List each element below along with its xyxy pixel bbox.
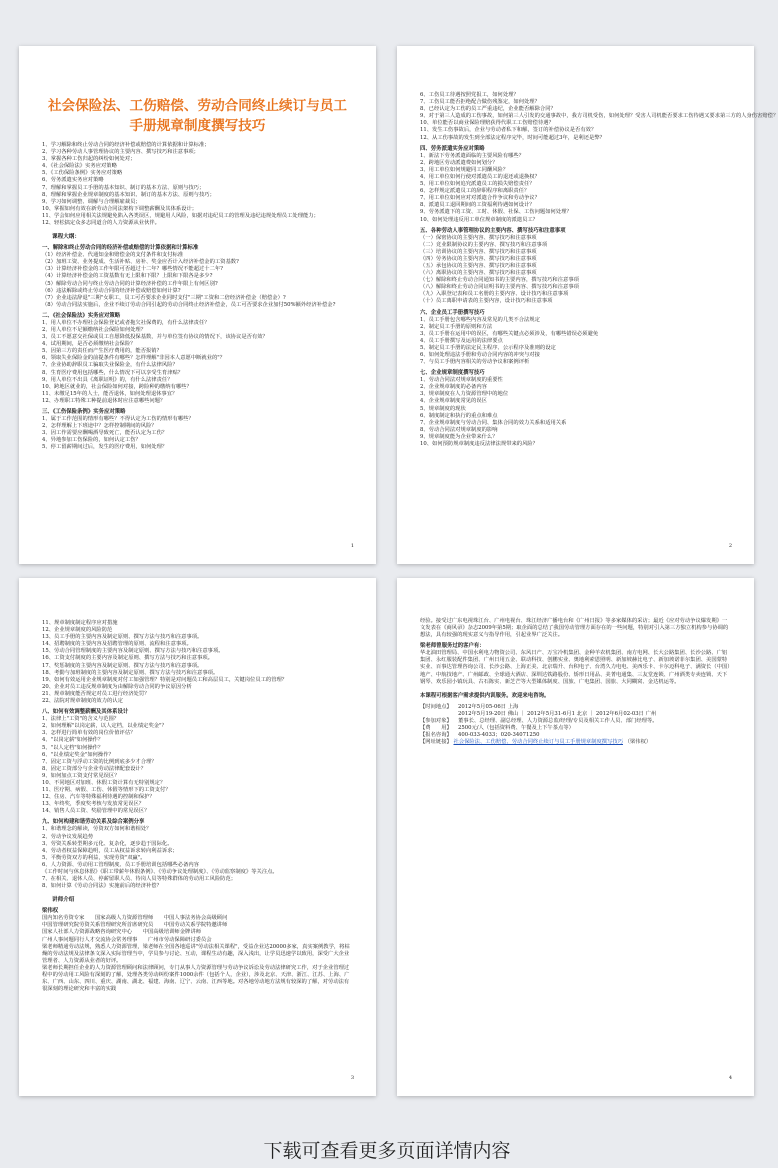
list-item: 3、用工单位如何规避同工同酬风险？ <box>420 166 509 173</box>
info-label: 【参加对象】 <box>420 717 452 724</box>
list-item: 11、发生工伤事故后，企业与劳动者私下和解，签订的补偿协议是否有效？ <box>420 127 597 134</box>
list-item: 10、掌握如何有效在新劳动合同法架构下调整薪酬及其体系设计； <box>42 205 198 212</box>
list-item: 2、怎样理解上下班途中？怎样控制期间的风险？ <box>42 423 157 430</box>
info-row <box>420 711 731 718</box>
section-heading: 八、如何有效调整薪酬及其体系设计 <box>42 709 129 716</box>
section-heading: 九、如何构建和谐劳动关系及综合案例分享 <box>42 819 145 826</box>
list-item: 3、劳资关系转型期多元化、复杂化，逐步趋于国际化。 <box>42 840 173 847</box>
list-item: 6、"以业绩定奖金"如何操作？ <box>42 751 114 758</box>
list-item: 9、学习如何调整、调解与合理解雇裁员； <box>42 198 141 205</box>
list-item: 15、劳动合同管理制度的主要内容及制定原则、撰写方法与技巧和注意事项。 <box>42 648 224 655</box>
list-item: （九）入职登记表和员工名册的主要内容、设计技巧和注意事项 <box>420 291 569 298</box>
list-item: 2、学习各种劳动人事管理协议的主要内容、撰写技巧和注意事项； <box>42 149 199 156</box>
list-item: 1、劳动合同法对规章制度的重要性 <box>420 377 503 384</box>
list-item: （十）员工离职申请表的主要内容，设计技巧和注意事项 <box>420 298 553 305</box>
list-item: 4、异地参加工伤保险的，如何认定工伤？ <box>42 437 141 444</box>
list-item: 6、劳务派遣实务应对策略 <box>42 177 104 184</box>
list-item: 8、已经认定为工伤的员工严重违纪，企业能否解除合同？ <box>420 106 556 113</box>
list-item: 5、《工伤保险条例》实务应对策略 <box>42 170 123 177</box>
info-value: 董事长、总经理、副总经理、人力资源总监/经理/专员及相关工作人员、部门经理等。 <box>458 717 658 724</box>
list-item: 4、"以岗定薪"如何操作？ <box>42 737 104 744</box>
list-item: 4、试用期间，是否必须缴纳社会保险？ <box>42 341 136 348</box>
list-item: 3、规章制度在人力资源管理中的地位 <box>420 391 509 398</box>
list-item: 5、制定员工手册的法定民主程序、公示程序及准则的设定 <box>420 344 556 351</box>
list-item: 5、规章制度的现状 <box>420 405 466 412</box>
list-item: 12、办理职工特殊工种提前退休时应注意哪些问题？ <box>42 397 166 404</box>
list-item: 4、员工手册撰写及运用的法律要点 <box>420 337 503 344</box>
list-item: 国内知名劳资专家 国家高级人力资源管理师 中国人事法务协会高级顾问 <box>42 915 228 922</box>
list-item: 12、企业规章制度的风险防范 <box>42 627 113 634</box>
list-item: 8、派遣员工退回期间的工资福利待遇如何设计？ <box>420 202 535 209</box>
info-value: 2012年5月19-20日 佛山 ｜ 2012年5月31-6月1 北京 ｜ 2012年6月02-03日 广州 <box>458 710 657 717</box>
list-item: 7、理解和掌握员工手册的基本知识、制订的基本方法、原则与技巧； <box>42 184 205 191</box>
list-item: （4）计算经济补偿金的工资基数有无上限和下限？上限和下限各是多少? <box>42 273 213 280</box>
course-info <box>420 704 731 739</box>
link-suffix: （梁伟权） <box>624 739 652 746</box>
list-item: 7、在相关、退休人员、停薪留职人员、待岗人员等特殊群体的劳动用工风险防范； <box>42 876 237 883</box>
list-item: 1、员工手册包含哪些内容及常见的几类不合法规定 <box>420 316 540 323</box>
list-item: 14、招聘制度的主要内容及招聘管理的原则、流程和注意事项。 <box>42 641 192 648</box>
list-item: 11、医疗期、病假、工伤、休假等情形下的工资支付？ <box>42 787 171 794</box>
outline-label: 课程大纲： <box>52 234 80 241</box>
list-item: 8、理解和掌握企业规章制度的基本知识、制订的基本方法、原则与技巧； <box>42 191 215 198</box>
list-item: 2、如何理解"以岗定薪，以人定档，以业绩定奖金"？ <box>42 723 167 730</box>
list-item: 11、规章制度制定程序应对措施 <box>42 620 118 626</box>
info-label: 【时间地点】 <box>420 703 452 710</box>
document-page-3 <box>19 578 376 1096</box>
list-item: （八）解除和终止劳动合同证明书的主要内容、撰写技巧和注意事项 <box>420 284 579 291</box>
list-item: 6、制度制定和执行的重点和难点 <box>420 412 498 419</box>
continued-list <box>420 92 778 142</box>
list-item: 7、工伤员工能否拒绝配合做伤残鉴定，如何处理？ <box>420 99 540 106</box>
list-item: 4、劳动者权益保障趋明，员工从权益诉求转向利益诉求； <box>42 847 178 854</box>
list-item: 4、企业规章制度常见的误区 <box>420 398 487 405</box>
inhouse-notice: 本课程可根据客户需求提供内训服务。欢迎来电咨询。 <box>420 692 550 699</box>
list-item: （1）经济补偿金、代通知金和赔偿金的支付条件和支付标准 <box>42 252 184 259</box>
list-item: 5、平衡劳资双方的利益，实现劳资"双赢"。 <box>42 854 146 861</box>
info-value: 400-033-4033；020-34071250 <box>458 732 540 739</box>
list-item: 10、不同地区对加班、休假工资计算有无特别规定？ <box>42 779 166 786</box>
info-value: 2012年5月05-06日 上海 <box>458 703 519 710</box>
list-item: 12、从工伤事故的发生到全部法定程序完毕，时间可能超过3年，是利还是弊？ <box>420 134 605 141</box>
list-item: 广州人事问题同行人才交流协会常务理事 广州市劳动保障研讨委员会 <box>42 936 212 943</box>
list-item: 1、和谐理念的解读，劳资双方如何和谐相处？ <box>42 826 152 833</box>
list-item: （2）加班工资、业务提成、生活补贴、房补、奖金应否计入经济补偿金的工资基数? <box>42 259 239 266</box>
page-number: 3 <box>350 1075 354 1081</box>
list-item: 7、与员工手册内容相关的劳动争议和案例评析 <box>420 359 530 366</box>
list-item: 4、《社会保险法》实务应对策略 <box>42 163 117 170</box>
list-item: 11、未缴足15年的人士，能否退休，如何处理退休事宜？ <box>42 390 178 397</box>
clients-text: 华北油田管理局、中国水利电力物资公司、东风日产、万宝冷机集团、金种羊农机集团、南方电网、长大公路集团、长沙公路、广铝集团、永红服装配件集团、广州日用五金、联动科技、创鹏实业、奥地利索恩照明、新加坡赫比电子、新加坡诺菲尔集团、美国蒙特实业、百事达管理咨询公司、长沙公路、上海正美、北京瑞升、台积电子、台湾久力电电、美西乐卡、卡尔迈科电子、满资长（中国）地产、中航技地产、广州邮政、全球通大酒店、深圳达铁路股份、矫形日用品、美菁电通集、三友堂连锁、广州酒类专卖连锁、天下钢琴、欢乐园小镇玩具、古石陈实、新芝芒等大型媒体制度、国旅、广电集团、国旅、大同糊窝、金达机运等。 <box>420 650 730 685</box>
list-item: 1、属于工作范围的情形有哪些？不得认定为工伤的情形有哪些？ <box>42 416 194 422</box>
list-item: 3、员工手册在运用中的误区，有哪些关键点必须涉及，有哪些错误必须避免 <box>420 330 599 337</box>
list-item: 9、劳务派遣下的工资、工时、休假、社保、工伤问题如何处理？ <box>420 209 572 216</box>
link-label: 【网址链接】 <box>420 739 452 746</box>
list-item: 10、如何处理违反用工单位规章制度的派遣员工？ <box>420 216 538 223</box>
lecturer-label: 讲师介绍 <box>52 897 75 904</box>
list-item: （7）企业违法辞退"三期"女职工，员工可否要求企业同时支付"三期"工资和二倍经济补偿金（赔偿金）? <box>42 294 286 301</box>
document-page-4 <box>397 578 754 1096</box>
list-item: 梁老师精通劳动法规，熟悉人力资源管理，梁老师在全国各地巡讲"劳动法相关课程"，受益企业达20000多家，真实案例教学，将枯燥的劳动法规及法律条文深入实际管理当中，学员参与讨论、互动，课程生动有趣，深入浅出，让学员迅速学以致用，深受广大企业管理者、人力资源从业者的好评。 <box>42 943 350 964</box>
list-item: 9、如何加点工资支付常见误区？ <box>42 772 120 779</box>
list-item: 21、规章制度能否规定对员工进行经济处罚？ <box>42 690 150 697</box>
list-item: 6、人力资源、劳动用工管理制度、员工手册培训包括哪些必备内容 <box>42 861 199 868</box>
list-item: 2、用人单位不足额缴纳社会保险如何处理？ <box>42 326 147 333</box>
list-item: （3）计算经济补偿金的工作年限可否超过十二年？哪些情况不能超过十二年? <box>42 266 224 273</box>
section-heading: 三、《工伤保险条例》实务应对策略 <box>42 409 126 415</box>
list-item: 3、怎样进行简单有效的岗位价值评估？ <box>42 730 136 737</box>
lecturer-experience: 经验。接受过广东电视珠江台、广州电视台、珠江经济广播电台和《广州日报》等多家媒体的采访；最近《应对劳动争议爆发期》一文发表在《商风帚》杂志2009年第5期；取企面的总结了我国劳动管理方面存在的一些问题，特别对引入第三方独立机构参与协调的想法，具有较强的现实意义与指导作用，引起业界广泛关注。 <box>420 618 729 639</box>
info-row <box>420 718 731 725</box>
course-link[interactable]: 社会保险法、工伤赔偿、劳动合同终止续订与员工手册规章制度撰写技巧 <box>453 739 623 746</box>
list-item: 6、如何处理违法手册和劳动合同内容的冲突与对接 <box>420 352 540 358</box>
list-item: （七）解除和终止劳动合同通知书的主要内容，撰写技巧和注意事项 <box>420 277 579 284</box>
list-item: 2、企业规章制度的必备内容 <box>420 384 487 391</box>
list-item: 19、如何有效运用企业规章制度对付工如强管理？特别是对问题员工和高层员工，关键岗位员工的管理？ <box>42 676 288 683</box>
page-number: 1 <box>350 543 354 549</box>
info-label: 【费 用】 <box>420 725 452 732</box>
list-item: 11、学会如何应用相关法规避免陷入各类误区，规避用人风险，如据对违纪员工的管理及违纪违规处理员工处理能力； <box>42 212 319 219</box>
list-item: 2、跨地区劳动派遣费如何划分？ <box>420 159 498 166</box>
list-item: 9、对于第三人造成的工伤事故，如何第三人引发的交通事故中，我方司机受伤，如何处理？受害人司机能否要求工伤待遇又要求第三方的人身伤害赔偿？ <box>420 113 778 120</box>
list-item: 梁老师长期担任企业的人力资源管理顾问和法律顾问，专门从事人力资源管理与劳动争议诉讼及劳动法律研究工作，对于企业管理过程中的劳动用工风险有深刻的了解，处理各类劳动纠纷案件1000余件（包括个人，企业），涉及北京、天津、浙江、江苏、上海、广东、广西、山东、四川、重庆、湖南、湖北、福建、海南、辽宁、云南、江西等地。对各地劳动地方法规有较深的了解，对劳动法有很深刻的理论研究和丰富的实践 <box>42 964 350 993</box>
list-item: 9、规章制度能为企业带来什么？ <box>420 433 498 440</box>
list-item: 10、单位能否以商业保险理赔获得代职工工伤赔偿待遇？ <box>420 120 554 127</box>
section-list <box>42 708 353 890</box>
section-list <box>42 244 353 451</box>
list-item: 8、如何计算《劳动合同法》实施前后的经济补偿？ <box>42 883 162 890</box>
list-item: （5）解除劳动合同与终止劳动合同的计算经济补偿的工作年限上有何区别? <box>42 280 218 287</box>
list-item: 6、领取失业保险金的前提条件有哪些？怎样理解"非因本人意愿中断就业的"？ <box>42 355 226 362</box>
list-item: （六）离职协议的主要内容、撰写技巧和注意事项 <box>420 270 537 277</box>
page-number: 4 <box>728 1075 732 1081</box>
document-title: 社会保险法、工伤赔偿、劳动合同终止续订与员工手册规章制度撰写技巧 <box>47 98 348 134</box>
list-item: 10、如何预防规章制度违反法律法规带来的风险？ <box>420 441 538 448</box>
list-item: （6）违法解除或终止劳动合同的经济补偿或赔偿如何计算? <box>42 287 181 294</box>
list-item: 5、停工留薪期间过后，发生的医疗费用，如何处理？ <box>42 444 168 451</box>
list-item: （三）培训协议的主要内容、撰写技巧和注意事项 <box>420 248 537 255</box>
list-item: 17、奖惩制度的主要内容及制定原则、撰写方法与技巧和注意事项。 <box>42 662 203 669</box>
lecturer-name: 梁伟权 <box>42 908 59 915</box>
list-item: （五）承包协议的主要内容、撰写技巧和注意事项 <box>420 262 537 269</box>
list-item: 3、员工不愿意交社保或员工自愿降低投保基数，并与单位签有协议的情况下，该协议是否有效？ <box>42 334 268 341</box>
list-item: 1、新法下劳务派遣面临的主要风险有哪些？ <box>420 152 525 159</box>
list-item: 中国管理研究院劳资关系管理研究所首席研究员 中国劳动关系学院特邀讲师 <box>42 922 228 929</box>
list-item: 13、年终奖，季度奖考核与发放常见误区？ <box>42 801 145 808</box>
intro-list <box>42 142 353 227</box>
page-number: 2 <box>728 543 732 549</box>
lecturer-titles <box>42 915 353 943</box>
section-heading: 一、解除和终止劳动合同的经济补偿或赔偿的计算依据和计算标准 <box>42 245 199 252</box>
document-page-2 <box>397 46 778 564</box>
list-item: 18、考勤与加班制度的主要内容及制定原则、撰写方法与技巧和注意事项。 <box>42 669 219 676</box>
list-item: 3、掌握各种工伤归起的纠纷如何处对； <box>42 156 136 163</box>
list-item: （四）劳务协议的主要内容、撰写技巧和注意事项 <box>420 255 537 262</box>
list-item: 16、工资支付制度的主要内容及制定原则、撰写方法与技巧和注意事项。 <box>42 655 213 662</box>
document-page-1 <box>19 46 376 564</box>
section-heading: 二、《社会保险法》实务应对策略 <box>42 312 121 319</box>
list-item: （8）劳动合同法实施后，企业不续订劳动合同引起的劳动合同终止经济补偿金，员工可否要求企业加付50%额外经济补偿金? <box>42 301 336 308</box>
section-heading: 五、各种劳动人事管理协议的主要内容、撰写技巧和注意事项 <box>420 227 566 234</box>
list-item: 20、企业对员工违反规章制度为由解除劳动合同的争议原因分析 <box>42 683 192 690</box>
list-item: 7、企业规章制度与劳动合同、集体合同的效力关系和适用关系 <box>420 419 567 426</box>
list-item: 4、用工单位如何行使对派遣员工的退还或退换权？ <box>420 173 540 180</box>
list-item: 5、因第三方的责任而产生医疗费用的，能否报销？ <box>42 348 162 355</box>
list-item: 5、"以人定档"如何操作？ <box>42 744 104 751</box>
list-item: 2、制定员工手册的原则和方法 <box>420 323 493 330</box>
list-item: 9、用人单位不出具《离职证明》的，有什么法律责任？ <box>42 376 173 383</box>
list-item: 1、用人单位不办理社会保险登记或者拖欠社保费的，有什么法律责任？ <box>42 319 210 326</box>
list-item: （一）保密协议的主要内容、撰写技巧和注意事项 <box>420 234 537 241</box>
list-item: 13、员工手册的主要内容及制定原则、撰写方法与技巧和注意事项。 <box>42 634 203 641</box>
list-item: 6、怎样规定派遣员工的辞职程序和离职责任？ <box>420 188 530 195</box>
list-item: 12、住房、汽车等特殊福利待遇的控制和保护？ <box>42 794 155 801</box>
list-item: 1、法律上"工资"的含义与范围？ <box>42 716 120 723</box>
list-item: 《工作时间与休息休假》《职工带薪年休假条例》、《劳动争议处理制度》、《劳动监察制度》等关注点。 <box>42 869 278 875</box>
clients-heading: 梁老师曾服务过的客户有： <box>420 643 485 650</box>
list-item: 国家人社部人力资源战略咨询研究中心 中国高级培训师金牌讲师 <box>42 929 201 936</box>
section-heading: 六、企业员工手册撰写技巧 <box>420 309 485 316</box>
list-item: 14、销售人员工资、奖励管理中的常见误区？ <box>42 808 150 815</box>
list-item: 22、法院对规章制度的效力的认定 <box>42 698 123 705</box>
list-item: 7、企业协助辞职员工骗取失业保险金，有什么法律风险？ <box>42 362 178 369</box>
info-value: 2500元/人（包括资料费、午餐及上下午茶点等） <box>458 725 574 732</box>
lecturer-bio <box>42 944 353 994</box>
list-item: 8、劳动合同法对规章制度的影响 <box>420 426 498 433</box>
section-heading: 七、企业规章制度撰写技巧 <box>420 370 485 377</box>
list-item: 7、固定工资与浮动工资的比例到底多少才合理？ <box>42 758 157 765</box>
list-item: 10、跨地区就业的，社会保险如何对接，跨险种的缴纳有哪些？ <box>42 383 192 390</box>
list-item: 2、劳动争议发展趋势 <box>42 833 94 840</box>
list-item: 5、用工单位如何追究派遣员工的损失赔偿责任？ <box>420 181 535 188</box>
info-label: 【报名咨询】 <box>420 732 452 739</box>
list-item: 8、固定工资部分与企业劳动法律配套设计？ <box>42 765 147 772</box>
list-item: 3、因工作需要应酬喝酒导致死亡，能否认定为工伤？ <box>42 430 168 437</box>
section-list <box>420 145 731 448</box>
list-item: 8、生育医疗费用包括哪些，什么情况下可以享受生育津贴？ <box>42 369 184 376</box>
section-heading: 四、劳务派遣实务应对策略 <box>420 145 485 152</box>
course-link-row <box>420 739 731 746</box>
list-item: 1、学习解除和终止劳动合同的经济补偿或赔偿的计算依据和计算标准； <box>42 142 210 148</box>
download-more-banner[interactable]: 下载可查看更多页面详情内容 <box>263 1140 511 1162</box>
list-item: 6、工伤员工待遇按照党报工，如何处理？ <box>420 92 519 98</box>
list-item: （二）竞业限制协议的主要内容、撰写技巧和注意事项 <box>420 241 548 248</box>
list-item: 7、用工单位如何应对对派遣合作争议和劳动争议？ <box>420 195 540 202</box>
info-row <box>420 704 731 711</box>
list-item: 12、轻松搞定众多志同道合的人力资源从业伙伴。 <box>42 220 160 227</box>
continued-list <box>42 620 353 705</box>
